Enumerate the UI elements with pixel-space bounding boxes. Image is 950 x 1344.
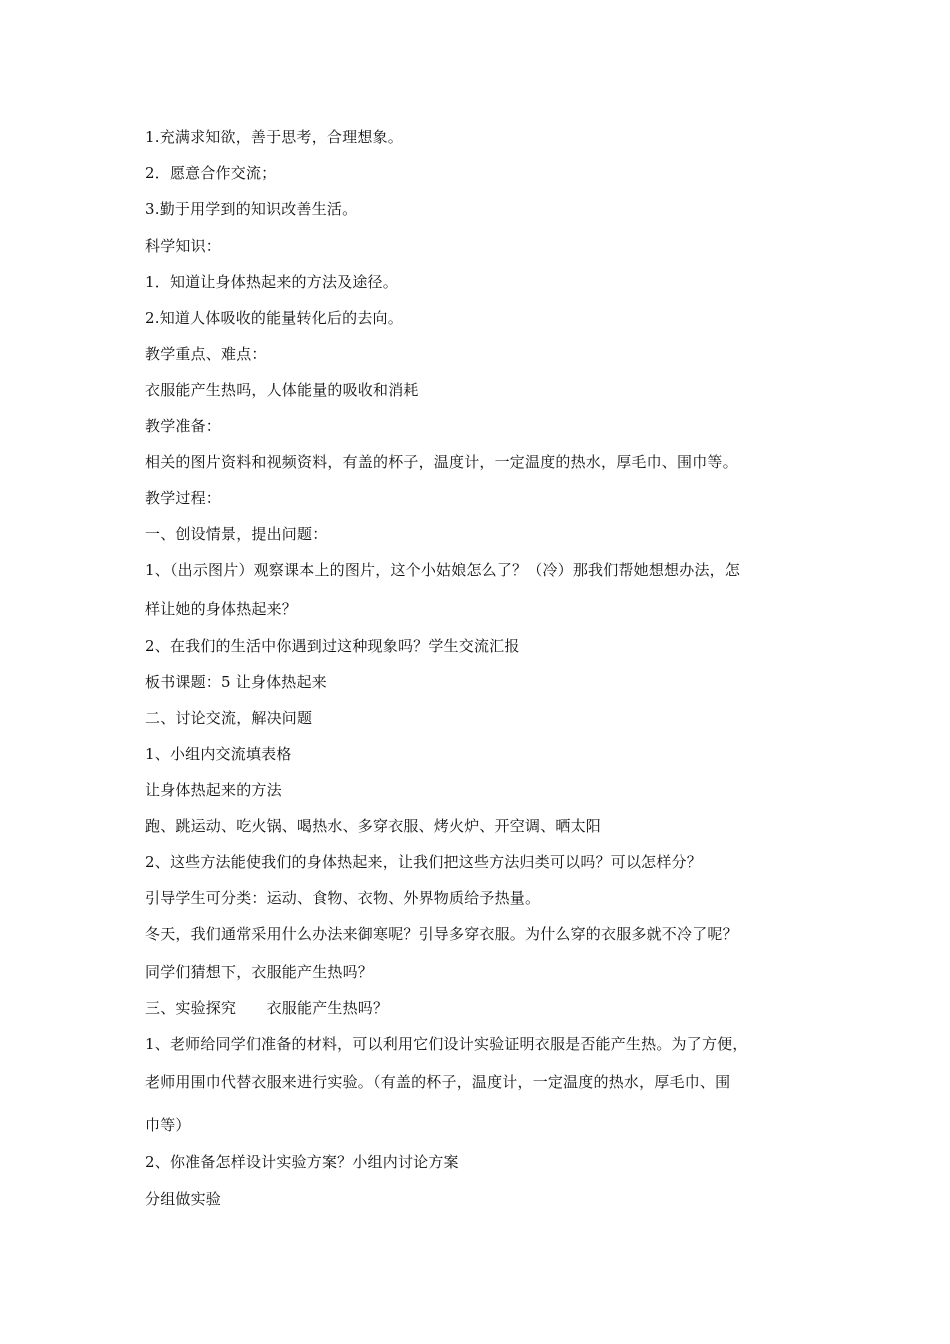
text-line: 1、（出示图片）观察课本上的图片，这个小姑娘怎么了？（冷）那我们帮她想想办法，怎: [145, 561, 741, 579]
text-line: 2．愿意合作交流；: [145, 164, 277, 182]
text-line: 让身体热起来的方法: [145, 781, 282, 799]
text-line: 板书课题：5 让身体热起来: [145, 673, 327, 691]
section-heading: 教学准备：: [145, 417, 222, 435]
section-heading: 教学重点、难点：: [145, 345, 267, 363]
text-line: 冬天，我们通常采用什么办法来御寒呢？引导多穿衣服。为什么穿的衣服多就不冷了呢？: [145, 925, 738, 943]
text-line: 跑、跳运动、吃火锅、喝热水、多穿衣服、烤火炉、开空调、晒太阳: [145, 817, 602, 835]
text-line: 引导学生可分类：运动、食物、衣物、外界物质给予热量。: [145, 889, 541, 907]
text-line: 一、创设情景，提出问题：: [145, 525, 328, 543]
text-line: 相关的图片资料和视频资料，有盖的杯子，温度计，一定温度的热水，厚毛巾、围巾等。: [145, 453, 738, 471]
text-line: 分组做实验: [145, 1190, 222, 1208]
text-line: 1、老师给同学们准备的材料，可以利用它们设计实验证明衣服是否能产生热。为了方便，: [145, 1035, 748, 1053]
text-line: 1.充满求知欲，善于思考，合理想象。: [145, 128, 403, 146]
text-line: 1、小组内交流填表格: [145, 745, 292, 763]
section-heading: 科学知识：: [145, 237, 222, 255]
text-line: 二、讨论交流，解决问题: [145, 709, 313, 727]
text-line: 同学们猜想下，衣服能产生热吗？: [145, 963, 374, 981]
text-line: 样让她的身体热起来？: [145, 600, 298, 618]
text-line: 巾等）: [145, 1116, 191, 1134]
text-line: 2、在我们的生活中你遇到过这种现象吗？学生交流汇报: [145, 637, 520, 655]
text-line: 三、实验探究 衣服能产生热吗？: [145, 999, 389, 1017]
text-line: 3.勤于用学到的知识改善生活。: [145, 200, 358, 218]
text-line: 老师用围巾代替衣服来进行实验。（有盖的杯子，温度计，一定温度的热水，厚毛巾、围: [145, 1073, 731, 1091]
section-heading: 教学过程：: [145, 489, 222, 507]
text-line: 2、你准备怎样设计实验方案？小组内讨论方案: [145, 1153, 459, 1171]
text-line: 1．知道让身体热起来的方法及途径。: [145, 273, 398, 291]
text-line: 2、这些方法能使我们的身体热起来，让我们把这些方法归类可以吗？可以怎样分？: [145, 853, 702, 871]
text-line: 2.知道人体吸收的能量转化后的去向。: [145, 309, 403, 327]
text-line: 衣服能产生热吗，人体能量的吸收和消耗: [145, 381, 419, 399]
